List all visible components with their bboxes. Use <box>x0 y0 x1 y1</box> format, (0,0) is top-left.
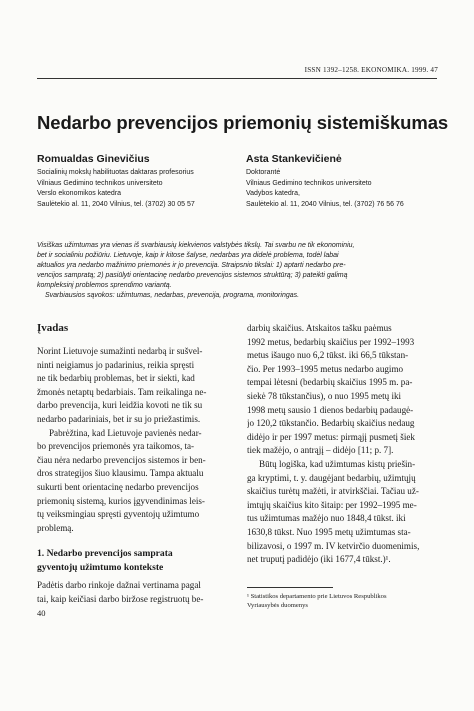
body-line: darbo prevencija, kuri leidžia kovoti ne tik su <box>37 400 203 411</box>
body-line: žmonės netaptų bedarbiais. Tam reikalinga ne- <box>37 386 207 397</box>
footnote-line: ¹ Statistikos departamento prie Lietuvos Respublikos <box>247 592 387 600</box>
author-affiliation-line: Vilniaus Gedimino technikos universiteto <box>246 179 372 187</box>
author-affiliation-line: Doktorantė <box>246 169 281 176</box>
section-heading <box>37 547 227 574</box>
author-affiliation-line: Vadybos katedra, <box>246 190 300 197</box>
body-line: Būtų logiška, kad užimtumas kistų priešin- <box>259 458 416 469</box>
author-affiliation-line: Saulėtekio al. 11, 2040 Vilnius, tel. (3702) 30 05 57 <box>37 200 195 208</box>
body-line: darbių skaičius. Atskaitos tašku paėmus <box>247 323 392 333</box>
body-line: 1998 metų sausio 1 dienos bedarbių padaugė- <box>247 404 414 415</box>
abstract-line: Visiškas užimtumas yra vienas iš svarbiausių kiekvienos valstybės tikslų. Tai svarbu ne tik ekonominiu, <box>37 242 355 249</box>
abstract-line: aktualios yra nedarbo mažinimo priemonės ir jo prevencija. Straipsnio tikslai: 1) aptarti nedarbo pre- <box>37 261 346 269</box>
section-heading-line: 1. Nedarbo prevencijos samprata <box>37 548 173 560</box>
author-affiliation-line: Vilniaus Gedimino technikos universiteto <box>37 179 163 187</box>
body-line: ga kryptimi, t. y. daugėjant bedarbių, užimtųjų <box>247 472 416 483</box>
body-line: ne tik bedarbių problemas, bet ir siekti, kad <box>37 373 195 384</box>
body-line: metus išaugo nuo 6,2 tūkst. iki 66,5 tūkstan- <box>247 350 409 361</box>
author-block-2 <box>246 152 461 210</box>
body-line: tiek mažėjo, o antrąjį – didėjo [11; p. 7]. <box>247 445 394 456</box>
body-line: 1630,8 tūkst. Nuo 1995 metų užimtumas sta- <box>247 526 411 537</box>
body-line: net truputį padidėjo (iki 1677,4 tūkst.)¹. <box>247 554 391 565</box>
body-line: ninti neigiamus jo padarinius, reikia spręsti <box>37 359 195 370</box>
body-line: 1992 metus, bedarbių skaičius per 1992–1993 <box>247 336 415 347</box>
author-name: Romualdas Ginevičius <box>37 153 150 165</box>
body-line: Norint Lietuvoje sumažinti nedarbą ir sušvel- <box>37 346 203 356</box>
body-line: Pabrėžtina, kad Lietuvoje pavienės nedar- <box>49 427 202 438</box>
author-name: Asta Stankevičienė <box>246 153 342 165</box>
body-line: priemonių sistemą, kurios įgyvendinimas leis- <box>37 495 205 506</box>
keywords: Svarbiausios sąvokos: užimtumas, nedarbas, prevencija, programa, monitoringas. <box>45 291 300 299</box>
body-line: imtųjų skaičius kito šitaip: per 1992–1995 me- <box>247 499 417 510</box>
body-line: bilizavosi, o 1997 m. IV ketvirčio duomenimis, <box>247 540 420 551</box>
author-block-1 <box>37 152 252 210</box>
body-line: Padėtis darbo rinkoje dažnai vertinama pagal <box>37 580 201 591</box>
body-line: skaičius turėtų mažėti, ir atvirkščiai. Tačiau už- <box>247 486 419 497</box>
intro-heading: Įvadas <box>37 322 69 334</box>
body-line: jo 120,2 tūkstančio. Bedarbių skaičius nedaug <box>247 418 415 429</box>
footnote <box>247 592 439 610</box>
right-column <box>247 322 439 610</box>
body-line: nedarbo padariniais, bet ir su jo priežastimis. <box>37 413 201 424</box>
page-number: 40 <box>37 608 46 618</box>
body-line: tai, kaip keičiasi darbo biržose registruotų be- <box>37 593 204 604</box>
running-head: ISSN 1392–1258. EKONOMIKA. 1999. 47 <box>304 66 438 74</box>
author-affiliation-line: Socialinių mokslų habilituotas daktaras profesorius <box>37 169 194 176</box>
body-line: tempai lėtesni (bedarbių skaičius 1995 m. pa- <box>247 377 413 388</box>
body-line: čio. Per 1993–1995 metus nedarbo augimo <box>247 363 404 374</box>
body-line: problemą. <box>37 522 74 533</box>
section-heading-line: gyventojų užimtumo kontekste <box>37 561 164 573</box>
abstract-line: kompleksinį problemos sprendimo variantą. <box>37 281 172 289</box>
body-line: čiau nėra nedarbo prevencijos sistemos ir ben- <box>37 454 206 465</box>
body-line: dros strategijos šiuo klausimu. Tampa aktualu <box>37 468 204 479</box>
left-column <box>37 322 227 607</box>
header-rule <box>37 78 437 79</box>
footnote-line: Vyriausybės duomenys <box>247 601 308 609</box>
body-line: tų veiksmingiau spręsti gyventojų užimtumo <box>37 509 200 520</box>
footnote-rule <box>247 587 333 588</box>
author-affiliation-line: Saulėtekio al. 11, 2040 Vilnius, tel. (3702) 76 56 76 <box>246 200 404 208</box>
article-title: Nedarbo prevencijos priemonių sistemiškumas <box>37 112 449 133</box>
abstract-line: bet ir socialiniu požiūriu. Lietuvoje, kaip ir kitose šalyse, nedarbas yra didelė problema, todėl labai <box>37 251 339 259</box>
abstract <box>37 241 437 300</box>
body-line: tus užimtumas mažėjo nuo 1848,4 tūkst. iki <box>247 513 406 524</box>
body-line: bo prevencijos priemonės yra taikomos, ta- <box>37 441 195 452</box>
body-line: siekė 78 tūkstančius), o nuo 1995 metų iki <box>247 390 402 401</box>
body-line: sukurti bent orientacinę nedarbo prevencijos <box>37 481 199 492</box>
abstract-line: vencijos sampratą; 2) pasiūlyti orientacinę nedarbo prevencijos sistemos struktūrą; 3) pateikti galimą <box>37 271 348 279</box>
author-affiliation-line: Verslo ekonomikos katedra <box>37 190 122 197</box>
body-line: didėjo ir per 1997 metus: pirmąjį pusmetį šiek <box>247 431 415 442</box>
